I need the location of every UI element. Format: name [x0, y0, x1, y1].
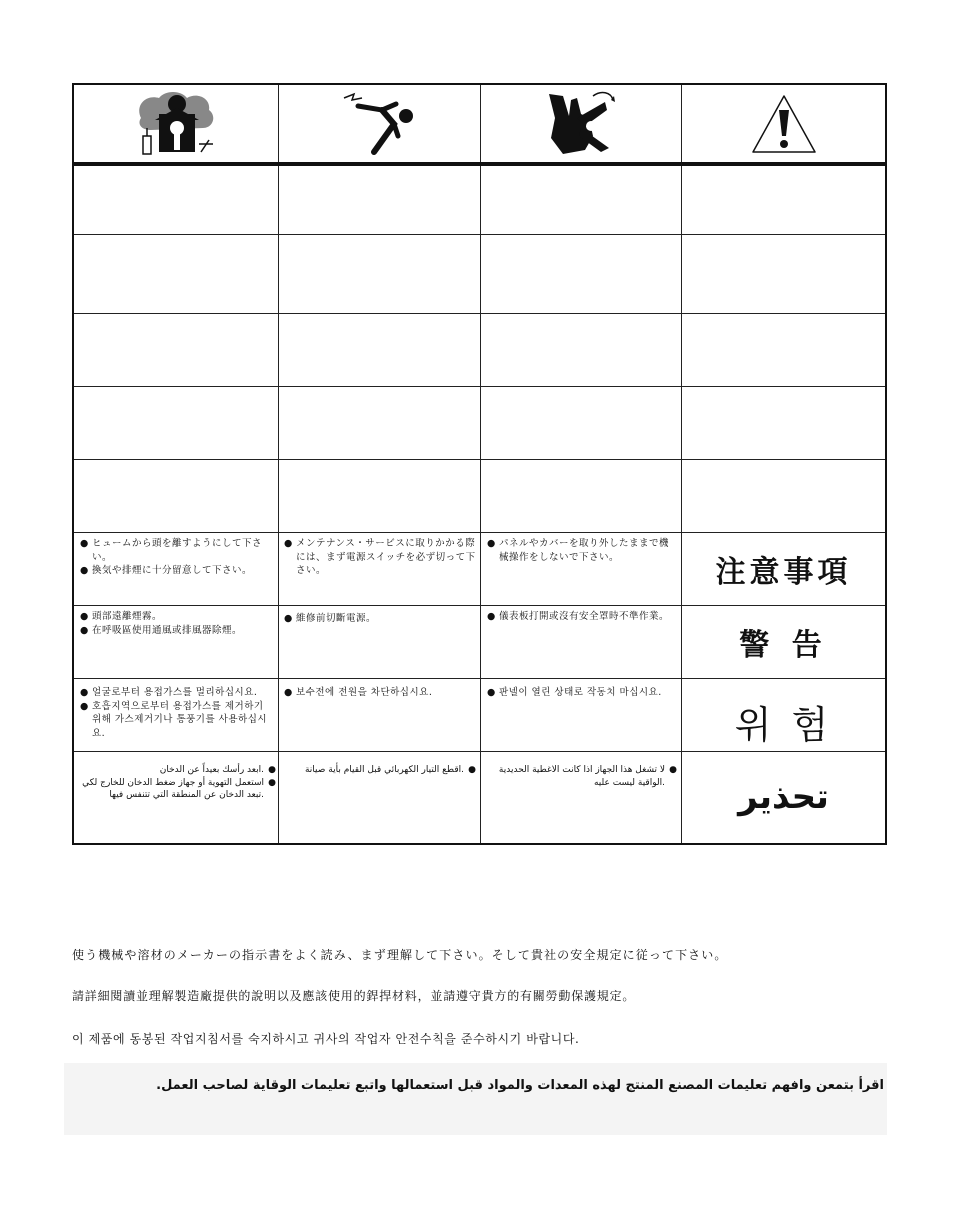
- moving-parts-hand-icon: [481, 85, 681, 162]
- arabic-instruction: اقرأ بتمعن وافهم تعليمات المصنع المنتج لهذه المعدات والمواد قبل استعمالها واتبع تعليمات الوقاية لصاحب العمل.: [156, 1078, 884, 1093]
- chinese-parts-warning: ● 儀表板打開或沒有安全罩時不準作業。: [487, 611, 670, 622]
- japanese-instruction: 使う機械や溶材のメーカーの指示書をよく読み、まず理解して下さい。そして貴社の安全規定に従って下さい。: [72, 948, 728, 962]
- row-divider: [74, 678, 885, 679]
- japanese-fume-warning: ● ヒュームから頭を離すようにして下さい。 ● 換気や排煙に十分留意して下さい。: [80, 538, 263, 576]
- korean-shock-warning: ● 보수전에 전원을 차단하십시요.: [284, 687, 433, 698]
- fume-hazard-icon: [74, 85, 278, 162]
- chinese-fume-warning: ● 頭部遠離煙霧。 ● 在呼吸區使用通風或排風器除煙。: [80, 611, 243, 636]
- warning-triangle-icon: [682, 85, 885, 162]
- electric-shock-icon: [279, 85, 480, 162]
- japanese-shock-warning: ● メンテナンス・サービスに取りかかる際には、まず電源スイッチを必ず切って下さい。: [284, 538, 476, 576]
- chinese-instruction: 請詳細閱讀並理解製造廠提供的說明以及應該使用的銲捍材料，並請遵守貴方的有關勞動保護規定。: [72, 989, 636, 1003]
- arabic-warning-label: تحذير: [738, 776, 829, 817]
- japanese-caution-label: 注意事項: [715, 555, 852, 590]
- row-divider: [74, 313, 885, 314]
- safety-warning-table: [72, 83, 887, 845]
- column-divider: [278, 85, 279, 843]
- korean-fume-warning: ● 얼굴로부터 용접가스를 멀리하십시요. ● 호흡지역으로부터 용접가스를 제거하기 위해 가스제거기나 통풍기를 사용하십시요.: [80, 687, 268, 739]
- column-divider: [480, 85, 481, 843]
- row-divider: [74, 386, 885, 387]
- korean-danger-label: 위 험: [734, 702, 833, 747]
- arabic-fume-warning: ● ابعد رأسك بعيداً عن الدخان. ● استعمل التهوية أو جهاز ضغط الدخان للخارج لكي تبعد الدخان عن المنطقة التي تتنفس فيها.: [82, 765, 276, 800]
- row-divider: [74, 234, 885, 235]
- arabic-parts-warning: ● لا تشغل هذا الجهاز اذا كانت الاغطية الحديدية الواقية ليست عليه.: [498, 765, 677, 788]
- arabic-shock-warning: ● اقطع التيار الكهربائي قبل القيام بأية صيانة.: [304, 765, 476, 775]
- chinese-warning-label: 警 告: [739, 628, 828, 663]
- korean-parts-warning: ● 판넬이 열린 상태로 작동치 마십시요.: [487, 687, 662, 698]
- chinese-shock-warning: ● 維修前切斷電源。: [284, 613, 377, 624]
- japanese-parts-warning: ● パネルやカバーを取り外したままで機械操作をしないで下さい。: [487, 538, 670, 563]
- arabic-instruction-background: [64, 1063, 887, 1135]
- row-divider: [74, 459, 885, 460]
- header-divider: [74, 162, 885, 166]
- korean-instruction: 이 제품에 동봉된 작업지침서를 숙지하시고 귀사의 작업자 안전수칙을 준수하시기 바랍니다.: [72, 1032, 580, 1046]
